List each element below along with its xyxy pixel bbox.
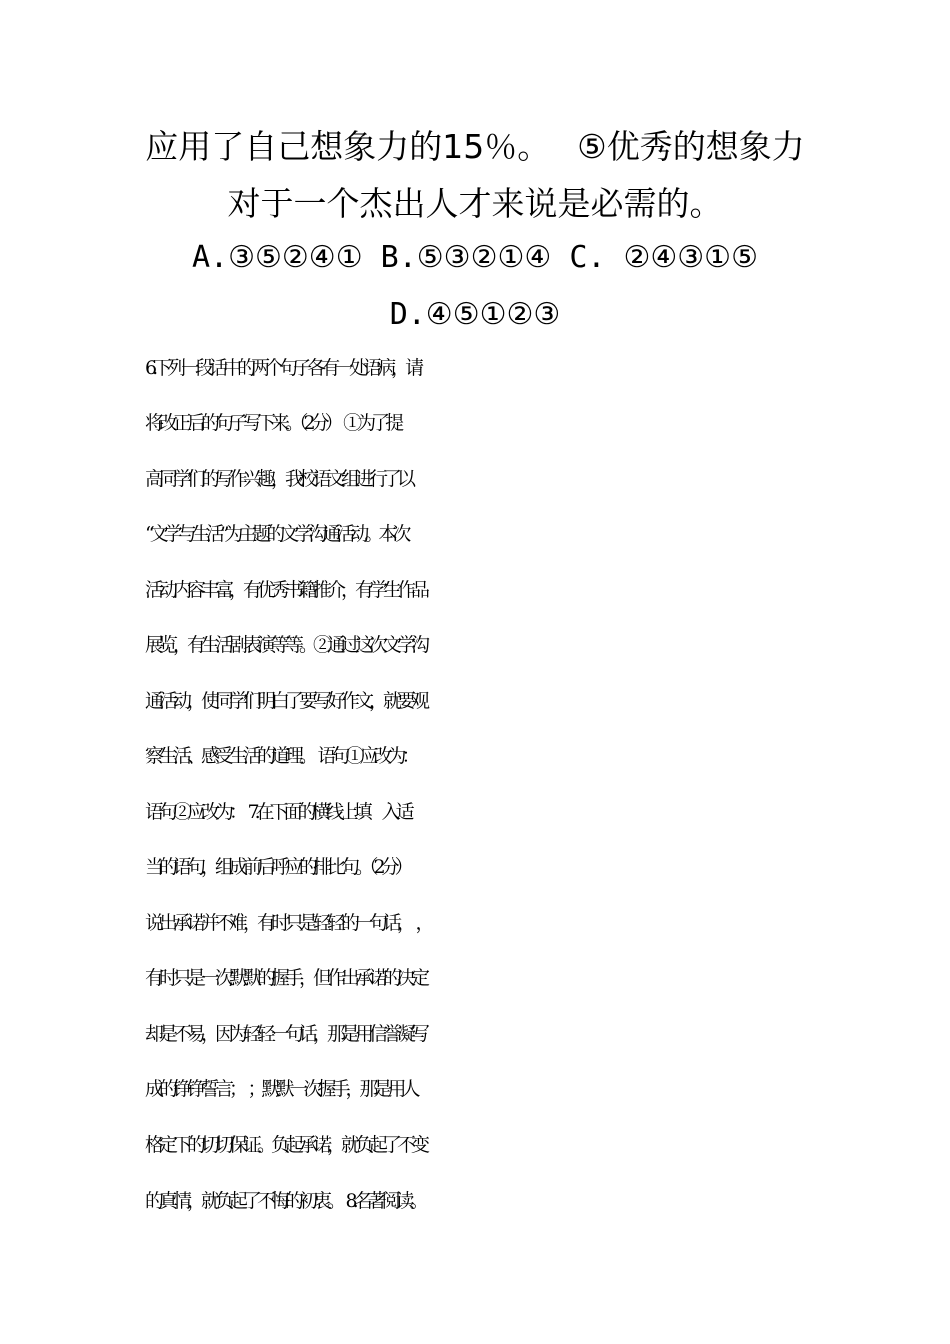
body-text-line: 有时只是一次默默的握手，但作出承诺的决定	[145, 967, 426, 989]
body-text-line: 成的铮铮誓言； ；默默一次握手，那是用人	[145, 1078, 416, 1100]
body-text-line: 的真情，就负起了不悔的初衷。 8.名著阅读。	[145, 1190, 424, 1212]
body-text-line: 却是不易，因为轻轻一句话，那是用信誉凝写	[145, 1023, 426, 1045]
body-text-line: 6.下列一段话中的两个句子各有一处语病，请	[145, 357, 420, 379]
body-text-line: 展览，有生活剧表演等等。②通过这次文学沟	[145, 634, 426, 656]
body-text-line: 将改正后的句子写下来。（2分） ①为了提	[145, 412, 400, 434]
question5-text-line2: 对于一个杰出人才来说是必需的。	[227, 184, 723, 223]
body-text-line: 说出承诺并不难，有时只是轻轻的一句话， ，	[145, 912, 430, 934]
body-text-line: 当的语句，组成前后呼应的排比句。（2分）	[145, 856, 409, 878]
question5-text-line1: 应用了自己想象力的15％。 ⑤优秀的想象力	[145, 127, 805, 166]
question5-options-line1: A.③⑤②④① B.⑤③②①④ C. ②④③①⑤	[192, 240, 758, 275]
body-text-line: 高同学们的写作兴趣，我校语文组进行了以	[145, 468, 413, 490]
question5-options-line2: D.④⑤①②③	[389, 297, 561, 332]
body-text-line: 通活动，使同学们明白了要写好作文，就要观	[145, 690, 426, 712]
body-text-line: 格定下的切切保证。负起承诺，就负起了不变	[145, 1134, 426, 1156]
body-text-line: 活动内容丰富，有优秀书籍推介，有学生作品	[145, 579, 426, 601]
body-text-line: 语句②应改为： 7.在下面的横线上填 入适	[145, 801, 410, 823]
body-text-line: “文学与生活”为主题的文学沟通活动。本次	[145, 523, 407, 545]
body-text-line: 察生活、感受生活的道理。 语句①应改为：	[145, 745, 416, 767]
